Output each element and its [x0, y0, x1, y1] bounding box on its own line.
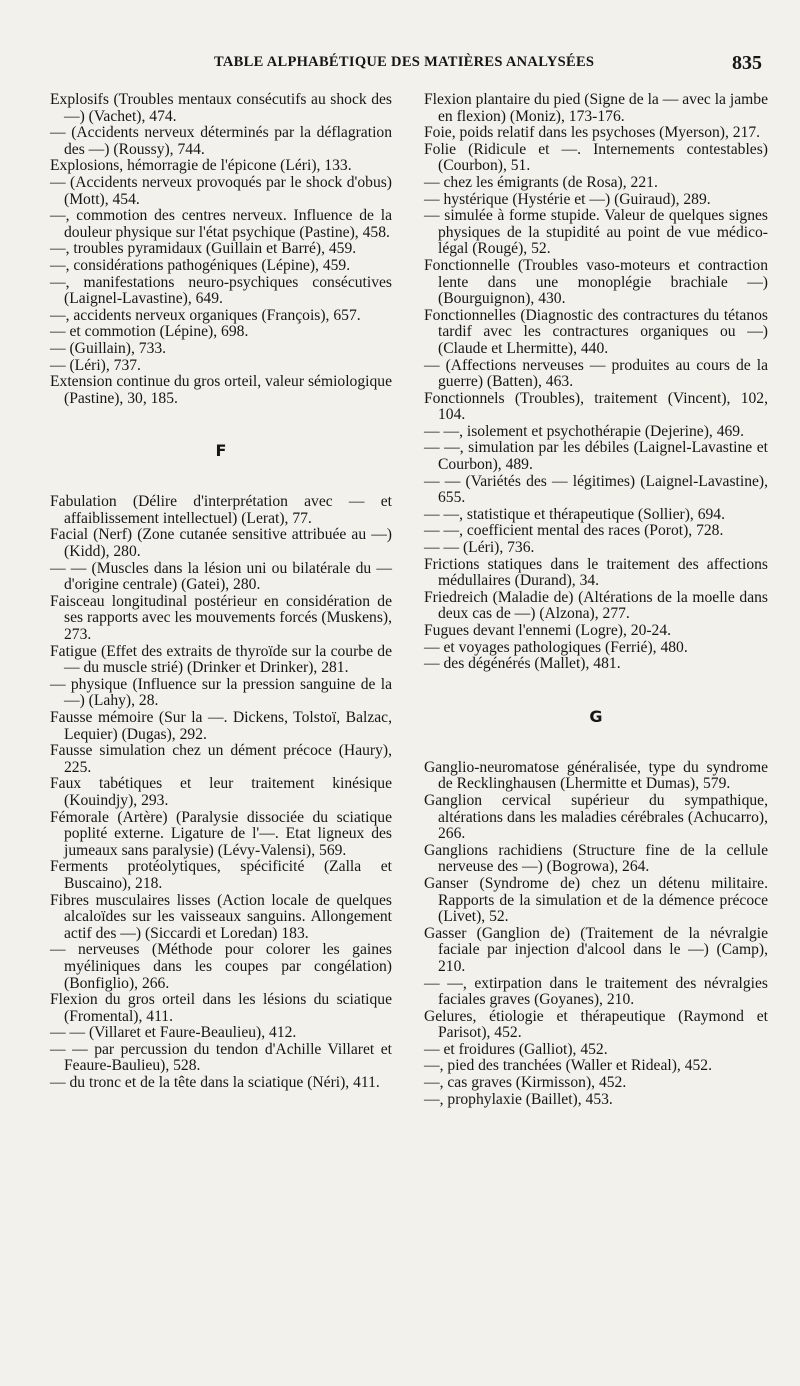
index-entry: — hystérique (Hystérie et —) (Guiraud), 289.	[424, 190, 711, 208]
index-entry: — et voyages pathologiques (Ferrié), 480.	[424, 638, 688, 656]
index-entry: — — par percussion du tendon d'Achille Villaret et Feaure-Baulieu), 528.	[50, 1040, 392, 1075]
index-entry: —, manifestations neuro-psychiques consécutives (Laignel-Lavastine), 649.	[50, 273, 392, 308]
index-entry: — (Accidents nerveux déterminés par la déflagration des —) (Roussy), 744.	[50, 124, 392, 158]
index-entry: Friedreich (Maladie de) (Altérations de la moelle dans deux cas de —) (Alzona), 277.	[424, 588, 768, 623]
right-entries-bottom	[424, 760, 768, 1108]
index-entry: — — (Variétés des — légitimes) (Laignel-Lavastine), 655.	[424, 472, 768, 507]
index-entry: Ganglion cervical supérieur du sympathique, altérations dans les maladies cérébrales (Achucarro), 266.	[424, 791, 768, 843]
index-entry: Ganglions rachidiens (Structure fine de la cellule nerveuse des —) (Bogrowa), 264.	[424, 841, 768, 876]
index-entry: Gelures, étiologie et thérapeutique (Raymond et Parisot), 452.	[424, 1007, 768, 1042]
index-entry: Faisceau longitudinal postérieur en considération de ses rapports avec les mouvements forcés (Muskens), 273.	[50, 592, 392, 644]
index-entry: —, cas graves (Kirmisson), 452.	[424, 1074, 627, 1092]
index-entry: Fonctionnelles (Diagnostic des contractures du tétanos tardif avec les contractures organiques ou —) (Claude et Lhermitte), 440.	[424, 306, 768, 357]
index-entry: — —, statistique et thérapeutique (Sollier), 694.	[424, 505, 725, 523]
right-column	[424, 92, 768, 1108]
index-entry: Fémorale (Artère) (Paralysie dissociée du sciatique poplité externe. Ligature de l'—. Etat ligneux des jumeaux sans paralysie) (Lévy-Valensi), 569.	[50, 808, 392, 859]
index-entry: — du tronc et de la tête dans la sciatique (Néri), 411.	[50, 1074, 380, 1092]
right-entries-top	[424, 92, 768, 673]
index-entry: Folie (Ridicule et —. Internements contestables) (Courbon), 51.	[424, 140, 768, 175]
index-entry: Flexion du gros orteil dans les lésions du sciatique (Fromental), 411.	[50, 991, 392, 1025]
index-entry: — chez les émigrants (de Rosa), 221.	[424, 173, 658, 191]
running-title: TABLE ALPHABÉTIQUE DES MATIÈRES ANALYSÉES	[214, 54, 595, 70]
index-entry: —, pied des tranchées (Waller et Rideal), 452.	[424, 1057, 712, 1075]
index-entry: — — (Léri), 736.	[424, 539, 535, 557]
index-entry: — et froidures (Galliot), 452.	[424, 1040, 608, 1058]
index-entry: — (Guillain), 733.	[50, 339, 167, 357]
left-entries-top	[50, 92, 392, 407]
index-entry: Fibres musculaires lisses (Action locale de quelques alcaloïdes sur les vaisseaux sanguins. Allongement actif des —) (Siccardi et Loredan) 183.	[50, 891, 392, 942]
index-entry: — —, coefficient mental des races (Porot), 728.	[424, 522, 724, 540]
running-head	[0, 52, 800, 82]
index-entry: —, prophylaxie (Baillet), 453.	[424, 1090, 613, 1108]
page-number: 835	[732, 52, 762, 74]
index-entry: — — (Muscles dans la lésion uni ou bilatérale du — d'origine centrale) (Gatei), 280.	[50, 559, 392, 594]
index-entry: Gasser (Ganglion de) (Traitement de la névralgie faciale par injection d'alcool dans le —) (Camp), 210.	[424, 924, 768, 975]
index-entry: Foie, poids relatif dans les psychoses (Myerson), 217.	[424, 124, 761, 142]
index-entry: — nerveuses (Méthode pour colorer les gaines myéliniques dans les coupes par congélation) (Bonfiglio), 266.	[50, 941, 392, 992]
index-entry: Ferments protéolytiques, spécificité (Zalla et Buscaino), 218.	[50, 858, 392, 892]
index-entry: — —, isolement et psychothérapie (Dejerine), 469.	[424, 422, 745, 440]
index-entry: Fabulation (Délire d'interprétation avec — et affaiblissement intellectuel) (Lerat), 77.	[50, 493, 392, 527]
index-entry: — (Léri), 737.	[50, 356, 141, 374]
index-entry: Fatigue (Effet des extraits de thyroïde sur la courbe de — du muscle strié) (Drinker et Drinker), 281.	[50, 642, 392, 677]
index-entry: Facial (Nerf) (Zone cutanée sensitive attribuée au —) (Kidd), 280.	[50, 526, 392, 561]
index-entry: — — (Villaret et Faure-Beaulieu), 412.	[50, 1024, 297, 1042]
index-entry: Explosifs (Troubles mentaux consécutifs au shock des —) (Vachet), 474.	[50, 91, 392, 125]
index-entry: —, commotion des centres nerveux. Influence de la douleur physique sur l'état psychique (Pastine), 458.	[50, 207, 392, 241]
index-entry: — —, extirpation dans le traitement des névralgies faciales graves (Goyanes), 210.	[424, 974, 768, 1009]
index-entry: Fausse mémoire (Sur la —. Dickens, Tolstoï, Balzac, Lequier) (Dugas), 292.	[50, 709, 392, 743]
index-entry: — simulée à forme stupide. Valeur de quelques signes physiques de la stupidité au point de vue médico-légal (Rougé), 52.	[424, 207, 768, 258]
index-entry: — des dégénérés (Mallet), 481.	[424, 655, 621, 673]
index-entry: Explosions, hémorragie de l'épicone (Léri), 133.	[50, 157, 352, 175]
index-entry: Fonctionnels (Troubles), traitement (Vincent), 102, 104.	[424, 389, 768, 424]
section-letter-g: G	[589, 706, 603, 726]
left-entries-bottom	[50, 494, 392, 1091]
index-entry: Fugues devant l'ennemi (Logre), 20-24.	[424, 622, 672, 639]
index-entry: Ganser (Syndrome de) chez un détenu militaire. Rapports de la simulation et de la démence précoce (Livet), 52.	[424, 874, 768, 926]
section-letter-f: F	[215, 441, 227, 461]
index-entry: — —, simulation par les débiles (Laignel-Lavastine et Courbon), 489.	[424, 439, 768, 474]
index-entry: Extension continue du gros orteil, valeur sémiologique (Pastine), 30, 185.	[50, 373, 392, 407]
index-entry: Ganglio-neuromatose généralisée, type du syndrome de Recklinghausen (Lhermitte et Dumas), 579.	[424, 758, 768, 793]
index-entry: Fausse simulation chez un dément précoce (Haury), 225.	[50, 742, 392, 776]
index-entry: Faux tabétiques et leur traitement kinésique (Kouindjy), 293.	[50, 775, 392, 809]
left-column	[50, 92, 392, 1092]
index-entry: —, considérations pathogéniques (Lépine), 459.	[50, 256, 351, 274]
index-entry: — (Accidents nerveux provoqués par le shock d'obus) (Mott), 454.	[50, 173, 392, 208]
index-entry: — et commotion (Lépine), 698.	[50, 323, 249, 341]
index-entry: Flexion plantaire du pied (Signe de la — avec la jambe en flexion) (Moniz), 173-176.	[424, 91, 768, 125]
index-entry: — physique (Influence sur la pression sanguine de la —) (Lahy), 28.	[50, 675, 392, 710]
index-entry: Frictions statiques dans le traitement des affections médullaires (Durand), 34.	[424, 555, 768, 590]
index-entry: Fonctionnelle (Troubles vaso-moteurs et contraction lente dans une monoplégie brachiale —) (Bourguignon), 430.	[424, 256, 768, 308]
index-entry: — (Affections nerveuses — produites au cours de la guerre) (Batten), 463.	[424, 356, 768, 391]
index-entry: —, accidents nerveux organiques (François), 657.	[50, 306, 361, 324]
index-entry: —, troubles pyramidaux (Guillain et Barré), 459.	[50, 240, 357, 258]
